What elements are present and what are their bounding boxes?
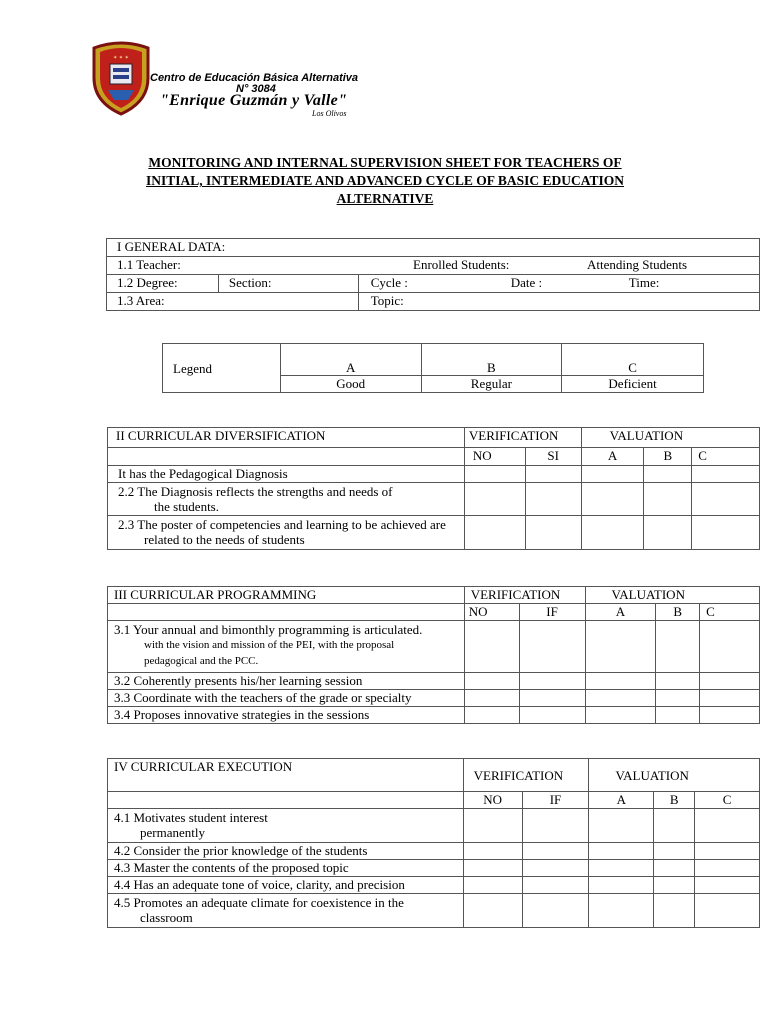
check-cell[interactable] <box>463 860 522 877</box>
table-row <box>108 877 760 894</box>
topic-cell[interactable]: Topic: <box>358 293 759 311</box>
teacher-row[interactable] <box>107 257 760 275</box>
check-cell[interactable] <box>463 894 522 928</box>
check-cell[interactable] <box>656 673 700 690</box>
check-cell[interactable] <box>522 860 589 877</box>
check-cell[interactable] <box>581 466 644 483</box>
check-cell[interactable] <box>585 673 656 690</box>
check-cell[interactable] <box>695 877 760 894</box>
legend-label: Legend <box>163 344 281 393</box>
item-4-3: 4.3 Master the contents of the proposed topic <box>108 860 464 877</box>
col-b: B <box>656 604 700 621</box>
verification-header: VERIFICATION <box>464 587 585 604</box>
check-cell[interactable] <box>464 466 525 483</box>
check-cell[interactable] <box>589 860 654 877</box>
check-cell[interactable] <box>654 809 695 843</box>
check-cell[interactable] <box>695 860 760 877</box>
check-cell[interactable] <box>692 483 760 516</box>
check-cell[interactable] <box>654 860 695 877</box>
check-cell[interactable] <box>519 673 585 690</box>
item-3-1-cont2: pedagogical and the PCC. <box>144 655 259 667</box>
curricular-diversification-table <box>107 427 760 550</box>
check-cell[interactable] <box>695 809 760 843</box>
legend-meaning-good: Good <box>280 376 421 393</box>
document-title <box>100 154 670 208</box>
item-2-1: It has the Pedagogical Diagnosis <box>108 466 465 483</box>
legend-meaning-regular: Regular <box>421 376 562 393</box>
col-b: B <box>654 792 695 809</box>
item-2-2: 2.2 The Diagnosis reflects the strengths and needs of <box>118 484 393 499</box>
table-row <box>108 843 760 860</box>
check-cell[interactable] <box>463 843 522 860</box>
check-cell[interactable] <box>692 516 760 550</box>
table-row <box>108 894 760 928</box>
check-cell[interactable] <box>519 621 585 673</box>
table-row <box>108 621 760 673</box>
col-a: A <box>581 448 644 466</box>
section-2-heading: II CURRICULAR DIVERSIFICATION <box>108 428 465 448</box>
check-cell[interactable] <box>644 483 692 516</box>
verification-header: VERIFICATION <box>463 759 589 792</box>
check-cell[interactable] <box>585 707 656 724</box>
check-cell[interactable] <box>585 690 656 707</box>
check-cell[interactable] <box>700 673 760 690</box>
col-c: C <box>695 792 760 809</box>
general-data-table <box>106 238 760 311</box>
check-cell[interactable] <box>656 621 700 673</box>
check-cell[interactable] <box>695 843 760 860</box>
col-a: A <box>585 604 656 621</box>
table-row <box>108 516 760 550</box>
table-row <box>108 860 760 877</box>
item-4-1-cont: permanently <box>140 825 205 840</box>
col-no: NO <box>463 792 522 809</box>
check-cell[interactable] <box>464 516 525 550</box>
school-location: Los Olivos <box>312 109 347 118</box>
col-c: C <box>692 448 760 466</box>
table-row <box>108 809 760 843</box>
check-cell[interactable] <box>581 516 644 550</box>
check-cell[interactable] <box>581 483 644 516</box>
check-cell[interactable] <box>525 466 581 483</box>
table-row <box>108 483 760 516</box>
item-4-5: 4.5 Promotes an adequate climate for coexistence in the <box>114 895 404 910</box>
check-cell[interactable] <box>519 707 585 724</box>
check-cell[interactable] <box>522 894 589 928</box>
item-2-3-cont: related to the needs of students <box>144 532 305 547</box>
check-cell[interactable] <box>589 843 654 860</box>
col-si: SI <box>525 448 581 466</box>
item-4-2: 4.2 Consider the prior knowledge of the students <box>108 843 464 860</box>
item-4-1: 4.1 Motivates student interest <box>114 810 268 825</box>
attending-students-label: Attending Students <box>587 257 688 272</box>
area-cell[interactable]: 1.3 Area: <box>107 293 359 311</box>
check-cell[interactable] <box>656 707 700 724</box>
check-cell[interactable] <box>464 483 525 516</box>
item-3-3: 3.3 Coordinate with the teachers of the grade or specialty <box>108 690 465 707</box>
section-3-heading: III CURRICULAR PROGRAMMING <box>108 587 465 604</box>
check-cell[interactable] <box>589 894 654 928</box>
check-cell[interactable] <box>463 877 522 894</box>
check-cell[interactable] <box>656 690 700 707</box>
valuation-header: VALUATION <box>581 428 759 448</box>
title-line-3: ALTERNATIVE <box>336 191 434 206</box>
col-if: IF <box>522 792 589 809</box>
cycle-date-time-cell[interactable] <box>358 275 759 293</box>
item-2-3: 2.3 The poster of competencies and learning to be achieved are <box>118 517 446 532</box>
check-cell[interactable] <box>525 483 581 516</box>
item-4-5-cont: classroom <box>140 910 193 925</box>
check-cell[interactable] <box>464 707 519 724</box>
teacher-label: 1.1 Teacher: <box>117 257 181 272</box>
valuation-header: VALUATION <box>585 587 759 604</box>
enrolled-students-label: Enrolled Students: <box>413 257 510 272</box>
col-no: NO <box>464 604 519 621</box>
check-cell[interactable] <box>464 673 519 690</box>
item-3-2: 3.2 Coherently presents his/her learning session <box>108 673 465 690</box>
check-cell[interactable] <box>654 877 695 894</box>
check-cell[interactable] <box>692 466 760 483</box>
col-b: B <box>644 448 692 466</box>
item-4-4: 4.4 Has an adequate tone of voice, clarity, and precision <box>108 877 464 894</box>
item-3-1-cont: with the vision and mission of the PEI, with the proposal <box>144 639 395 651</box>
legend-code-b: B <box>421 344 562 376</box>
title-line-2: INITIAL, INTERMEDIATE AND ADVANCED CYCLE OF BASIC EDUCATION <box>145 173 625 188</box>
title-line-1: MONITORING AND INTERNAL SUPERVISION SHEET FOR TEACHERS OF <box>148 155 622 170</box>
date-label: Date : <box>510 275 543 290</box>
check-cell[interactable] <box>700 707 760 724</box>
check-cell[interactable] <box>522 877 589 894</box>
legend-code-c: C <box>562 344 704 376</box>
item-3-1: 3.1 Your annual and bimonthly programming is articulated. <box>114 622 423 637</box>
check-cell[interactable] <box>464 621 519 673</box>
school-name: Centro de Educación Básica Alternativa <box>150 72 359 84</box>
school-motto: "Enrique Guzmán y Valle" <box>160 92 348 109</box>
check-cell[interactable] <box>463 809 522 843</box>
table-row <box>108 690 760 707</box>
check-cell[interactable] <box>522 809 589 843</box>
verification-header: VERIFICATION <box>464 428 581 448</box>
check-cell[interactable] <box>654 843 695 860</box>
check-cell[interactable] <box>589 877 654 894</box>
table-row <box>108 707 760 724</box>
item-2-2-cont: the students. <box>154 499 219 514</box>
general-data-heading: I GENERAL DATA: <box>107 239 760 257</box>
cycle-label: Cycle : <box>370 275 408 290</box>
check-cell[interactable] <box>464 690 519 707</box>
check-cell[interactable] <box>644 466 692 483</box>
item-3-4: 3.4 Proposes innovative strategies in the sessions <box>108 707 465 724</box>
school-crest-logo <box>88 40 154 116</box>
check-cell[interactable] <box>522 843 589 860</box>
section-cell[interactable]: Section: <box>218 275 358 293</box>
check-cell[interactable] <box>695 894 760 928</box>
check-cell[interactable] <box>700 690 760 707</box>
school-number: N° 3084 <box>236 83 276 95</box>
svg-text:✶ ✶ ✶: ✶ ✶ ✶ <box>113 55 129 61</box>
legend-table <box>162 343 704 393</box>
col-no: NO <box>464 448 525 466</box>
curricular-programming-table <box>107 586 760 724</box>
check-cell[interactable] <box>519 690 585 707</box>
legend-code-a: A <box>280 344 421 376</box>
col-c: C <box>700 604 760 621</box>
legend-meaning-deficient: Deficient <box>562 376 704 393</box>
section-4-heading: IV CURRICULAR EXECUTION <box>108 759 464 792</box>
check-cell[interactable] <box>654 894 695 928</box>
check-cell[interactable] <box>585 621 656 673</box>
check-cell[interactable] <box>589 809 654 843</box>
check-cell[interactable] <box>700 621 760 673</box>
table-row <box>108 466 760 483</box>
check-cell[interactable] <box>644 516 692 550</box>
table-row <box>108 673 760 690</box>
col-if: IF <box>519 604 585 621</box>
col-a: A <box>589 792 654 809</box>
check-cell[interactable] <box>525 516 581 550</box>
curricular-execution-table <box>107 758 760 928</box>
time-label: Time: <box>628 275 660 290</box>
degree-cell[interactable]: 1.2 Degree: <box>107 275 219 293</box>
valuation-header: VALUATION <box>589 759 760 792</box>
